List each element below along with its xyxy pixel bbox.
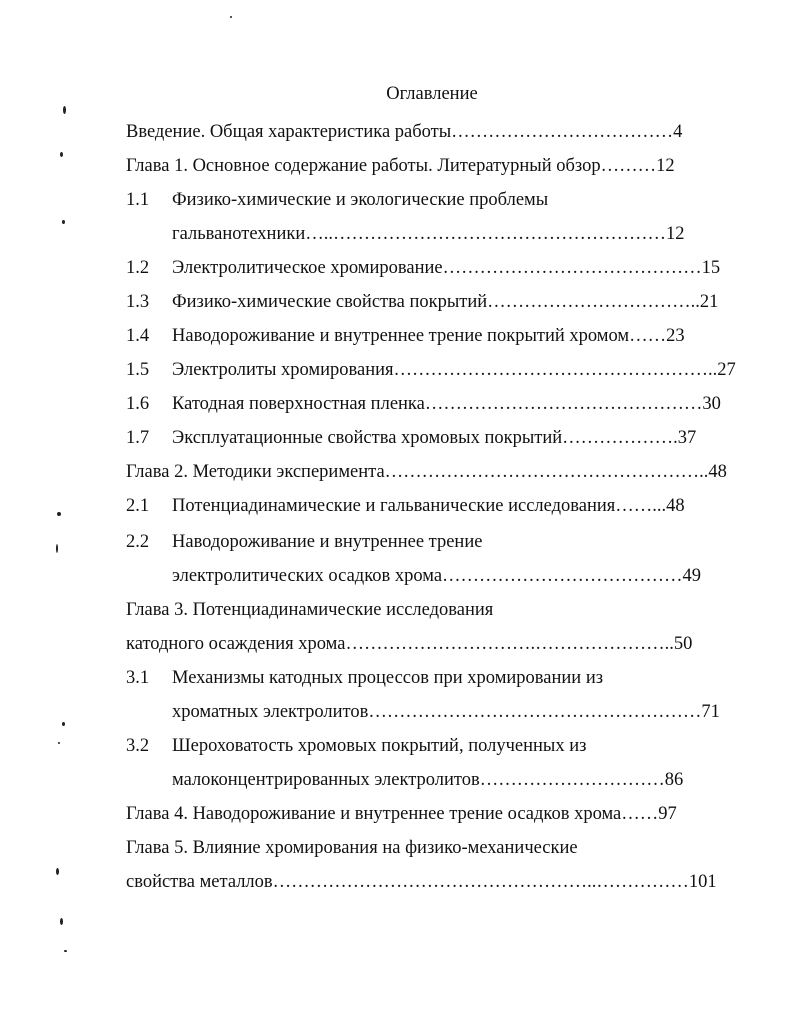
toc-line-1-5: Электролиты хромирования……………………………………………..27 [172,360,736,380]
toc-num-1-5: 1.5 [126,360,150,380]
toc-num-1-7: 1.7 [126,428,150,448]
toc-line-1-2: Электролитическое хромирование……………………………………15 [172,258,721,278]
toc-line-ch1: Глава 1. Основное содержание работы. Литературный обзор………12 [126,156,675,176]
toc-line-1-4: Наводороживание и внутреннее трение покрытий хромом……23 [172,326,685,346]
toc-line-2-1: Потенциадинамические и гальванические исследования……...48 [172,496,685,516]
toc-line-3-1-cont: хроматных электролитов………………………………………………71 [172,702,720,722]
toc-line-2-2: Наводороживание и внутреннее трение [172,532,483,552]
toc-line-1-1: Физико-химические и экологические проблемы [172,190,549,210]
toc-line-ch5-cont: свойства металлов……………………………………………..……………101 [126,872,717,892]
scan-speck [56,868,59,875]
scan-speck [64,950,67,952]
toc-num-1-2: 1.2 [126,258,150,278]
toc-num-1-3: 1.3 [126,292,150,312]
scan-speck [58,742,60,744]
scan-speck [56,544,58,553]
toc-num-1-6: 1.6 [126,394,150,414]
toc-line-1-7: Эксплуатационные свойства хромовых покрытий……………….37 [172,428,697,448]
scan-speck [63,106,66,114]
toc-num-3-1: 3.1 [126,668,150,688]
toc-line-ch5: Глава 5. Влияние хромирования на физико-механические [126,838,578,858]
toc-line-3-2-cont: малоконцентрированных электролитов…………………………86 [172,770,684,790]
toc-line-ch2: Глава 2. Методики эксперимента……………………………………………..48 [126,462,727,482]
scan-speck [60,918,63,925]
toc-line-ch3-cont: катодного осаждения хрома………………………….…………………..50 [126,634,693,654]
toc-num-2-2: 2.2 [126,532,150,552]
toc-line-intro: Введение. Общая характеристика работы………………………………4 [126,122,683,142]
toc-num-1-1: 1.1 [126,190,150,210]
toc-line-ch4: Глава 4. Наводороживание и внутреннее трение осадков хрома……97 [126,804,677,824]
toc-num-2-1: 2.1 [126,496,150,516]
toc-line-3-1: Механизмы катодных процессов при хромировании из [172,668,604,688]
toc-line-1-6: Катодная поверхностная пленка………………………………………30 [172,394,721,414]
toc-line-3-2: Шероховатость хромовых покрытий, полученных из [172,736,587,756]
scan-speck [60,152,63,157]
toc-title: Оглавление [386,84,478,104]
toc-num-1-4: 1.4 [126,326,150,346]
scan-speck [62,722,65,726]
toc-line-2-2-cont: электролитических осадков хрома…………………………………49 [172,566,702,586]
toc-line-ch3: Глава 3. Потенциадинамические исследования [126,600,494,620]
scan-speck [57,512,61,516]
toc-line-1-3: Физико-химические свойства покрытий……………………………..21 [172,292,719,312]
scan-speck [230,16,232,18]
scan-speck [62,220,65,224]
toc-num-3-2: 3.2 [126,736,150,756]
toc-line-1-1-cont: гальванотехники…..………………………………………………12 [172,224,685,244]
